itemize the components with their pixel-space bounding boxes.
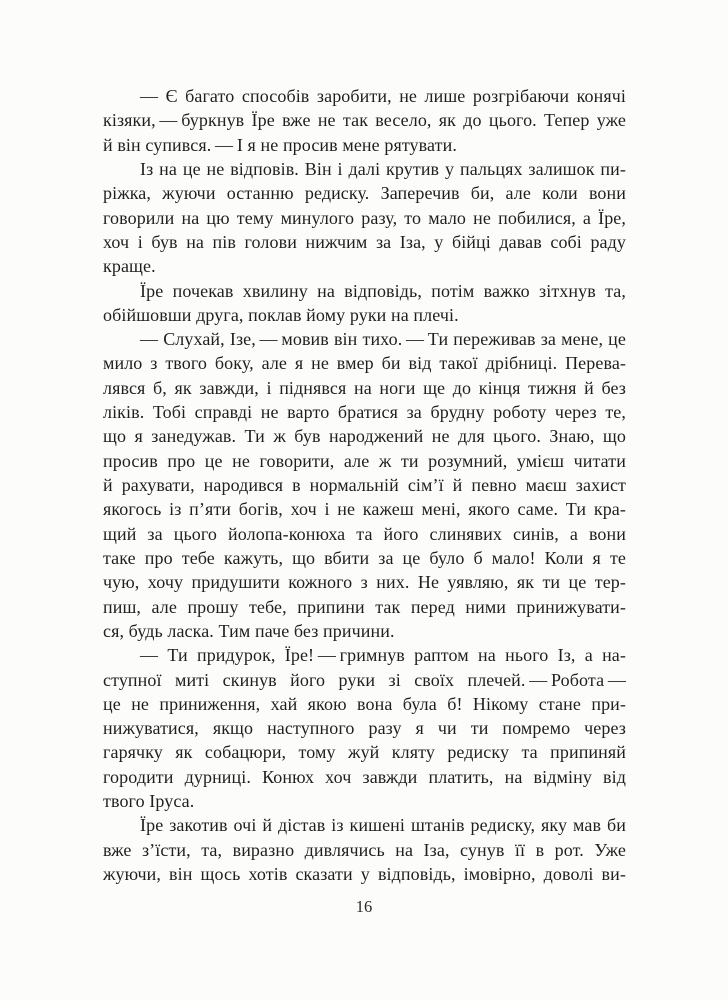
text-line: нижуватися, якщо наступного разу я чи ти помремо через — [103, 718, 626, 739]
text-line: таке про тебе кажуть, що вбити за це було б мало! Коли я те — [103, 547, 626, 568]
text-line: Їре закотив очі й дістав із кишені штанів редиску, яку мав би — [140, 815, 626, 836]
text-line: й рахувати, народився в нормальній сім’ї й певно маєш захист — [103, 475, 626, 495]
text-line: просив про це не говорити, але ж ти розумний, умієш читати — [103, 450, 626, 471]
text-line: ступної миті скинув його руки зі своїх плечей. — Робота — — [103, 669, 626, 690]
text-line: Із на це не відповів. Він і далі крутив у пальцях залишок пи- — [140, 158, 626, 179]
text-line: пиш, але прошу тебе, припини так перед ними принижувати- — [103, 596, 626, 617]
text-line: хоч і був на пів голови нижчим за Іза, у бійці давав собі раду — [103, 231, 626, 252]
text-line: — Ти придурок, Їре! — гримнув раптом на нього Із, а на- — [140, 645, 626, 666]
text-line: краще. — [103, 256, 156, 277]
text-line: це не приниження, хай якою вона була б! Нікому стане при- — [103, 693, 626, 714]
text-line: й він супився. — І я не просив мене рятувати. — [103, 134, 457, 155]
text-line: що я занедужав. Ти ж був народжений не для цього. Знаю, що — [103, 426, 626, 447]
text-line: городити дурниці. Конюх хоч завжди платить, на відміну від — [103, 766, 626, 787]
text-line: гарячку як собацюри, тому жуй кляту редиску та припиняй — [103, 742, 626, 763]
text-line: кізяки, — буркнув Їре вже не так весело, як до цього. Тепер уже — [103, 110, 626, 131]
text-line: говорили на цю тему минулого разу, то мало не побилися, а Їре, — [103, 207, 626, 228]
text-line: Їре почекав хвилину на відповідь, потім важко зітхнув та, — [140, 280, 626, 301]
text-line: мило з твого боку, але я не вмер би від такої дрібниці. Перева- — [103, 353, 626, 374]
page-text — [103, 84, 626, 886]
text-line: жуючи, він щось хотів сказати у відповідь, імовірно, доволі ви- — [103, 864, 626, 884]
text-line: ліків. Тобі справді не варто братися за брудну роботу через те, — [103, 402, 626, 423]
text-line: обійшовши друга, поклав йому руки на плечі. — [103, 304, 459, 325]
text-line: — Є багато способів заробити, не лише розгрібаючи конячі — [140, 86, 626, 106]
text-line: щий за цього йолопа-конюха та його слинявих синів, а вони — [103, 523, 626, 544]
text-line: якогось із п’яти богів, хоч і не кажеш мені, якого саме. Ти кра- — [103, 499, 626, 520]
page-number: 16 — [355, 897, 373, 916]
text-line: лявся б, як завжди, і піднявся на ноги ще до кінця тижня й без — [103, 377, 626, 398]
text-line: ріжка, жуючи останню редиску. Заперечив би, але коли вони — [103, 183, 626, 204]
text-line: чую, хочу придушити кожного з них. Не уявляю, як ти це тер- — [103, 572, 626, 593]
text-line: ся, будь ласка. Тим паче без причини. — [103, 620, 395, 641]
text-line: твого Іруса. — [103, 791, 195, 812]
text-line: — Слухай, Ізе, — мовив він тихо. — Ти переживав за мене, це — [140, 329, 626, 350]
text-line: вже з’їсти, та, виразно дивлячись на Іза, сунув її в рот. Уже — [103, 839, 626, 860]
